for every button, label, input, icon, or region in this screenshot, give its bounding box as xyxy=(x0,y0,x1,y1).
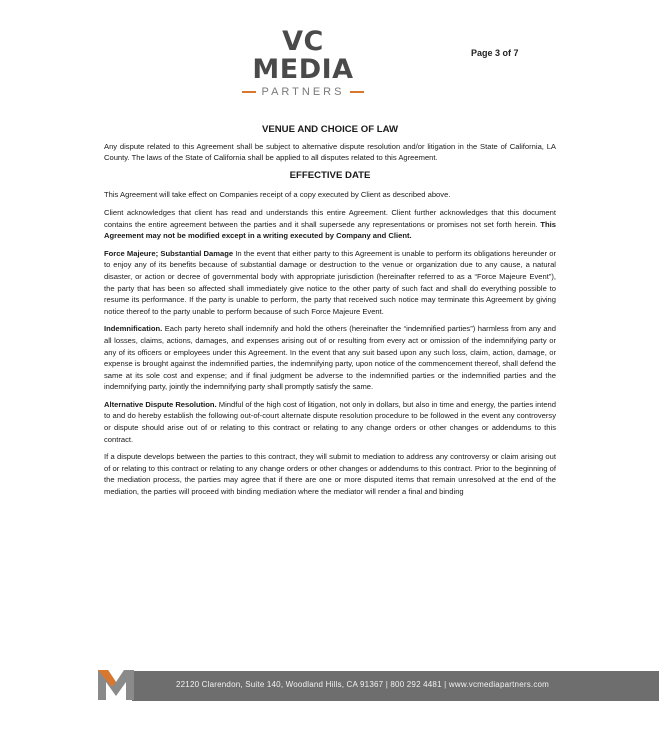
footer-contact-text: 22120 Clarendon, Suite 140, Woodland Hills, CA 91367 | 800 292 4481 | www.vcmediapartners.com xyxy=(176,680,550,689)
effective-text-bold: This Agreement may not be modified except in a writing executed by Company and Client. xyxy=(104,219,556,241)
adr-title: Alternative Dispute Resolution. xyxy=(104,399,217,409)
document-body xyxy=(104,124,556,504)
page-header xyxy=(0,0,659,98)
logo-subline xyxy=(228,86,378,98)
indemnification-title: Indemnification. xyxy=(104,324,163,334)
effective-paragraph-1: This Agreement will take effect on Companies receipt of a copy executed by Client as described above. xyxy=(104,190,451,200)
company-logo xyxy=(228,28,378,98)
footer-logo-mark-icon xyxy=(96,666,136,702)
indemnification-paragraph xyxy=(104,323,556,393)
venue-paragraph: Any dispute related to this Agreement shall be subject to alternative dispute resolution and/or litigation in the State of California, LA County. The laws of the State of California shall be applied to all disputes related to this Agreement. xyxy=(104,141,556,163)
indemnification-text: Each party hereto shall indemnify and hold the others (hereinafter the “indemnified parties”) harmless from any and all losses, claims, actions, damages, and expenses arising out of or resulting from every act or omission of the indemnifying party or any of its officers or employees under this Agreement. In the event that any suit based upon any such loss, claim, action, damage, or expense is brought against the indemnified parties, the indemnifying party, upon notice of the commencement thereof, shall defend the same at its sole cost and expense; and if final judgment be adverse to the indemnified parties or the indemnified parties and the indemnifying party, jointly the indemnifying party shall promptly satisfy the same. xyxy=(104,324,556,392)
logo-rule-right xyxy=(350,91,364,93)
page-footer xyxy=(0,660,659,720)
effective-date-heading: EFFECTIVE DATE xyxy=(289,169,371,181)
force-majeure-paragraph xyxy=(104,248,556,318)
mediation-paragraph: If a dispute develops between the parties to this contract, they will submit to mediation to address any controversy or claim arising out of or relating to this contract or relating to any change orders or other changes or addendums to this contract. Prior to the beginning of the mediation process, the parties may agree that if there are one or more disputed items that remain unresolved at the end of the mediation, the parties will proceed with binding mediation where the mediator will render a final and binding xyxy=(104,452,556,497)
adr-text: Mindful of the high cost of litigation, not only in dollars, but also in time and energy, the parties intend to and do hereby establish the following out-of-court alternate dispute resolution procedure to be followed in the event any controversy or dispute should arise out of or relating to this contract or relating to any change orders or other changes or addendums to this contract. xyxy=(104,399,556,444)
effective-text-plain: Client acknowledges that client has read and understands this entire Agreement. Client further acknowledges that this document contains the entire agreement between the parties and it shall supersede any representations or promises not set forth herein. xyxy=(104,207,556,229)
force-majeure-text: In the event that either party to this Agreement is unable to perform its obligations hereunder or to enjoy any of its benefits because of substantial damage or destruction to the venue or organization due to any cause, a natural disaster, or action or decree of governmental body with appropriate jurisdiction (hereinafter referred to as a “Force Majeure Event”), the party that has been so affected shall immediately give notice to the other party of such fact and shall do everything possible to resume its performance. If the party is unable to perform, the party that received such notice may terminate this Agreement by giving notice thereof to the party unable to perform because of such Force Majeure Event. xyxy=(104,248,557,316)
effective-paragraph-2 xyxy=(104,207,556,242)
venue-heading: VENUE AND CHOICE OF LAW xyxy=(261,124,399,135)
page-number: Page 3 of 7 xyxy=(471,48,519,58)
logo-main-text: VC MEDIA xyxy=(252,26,354,85)
adr-paragraph xyxy=(104,399,556,445)
force-majeure-title: Force Majeure; Substantial Damage xyxy=(104,248,234,258)
logo-rule-left xyxy=(242,91,256,93)
logo-sub-text: PARTNERS xyxy=(261,86,345,98)
